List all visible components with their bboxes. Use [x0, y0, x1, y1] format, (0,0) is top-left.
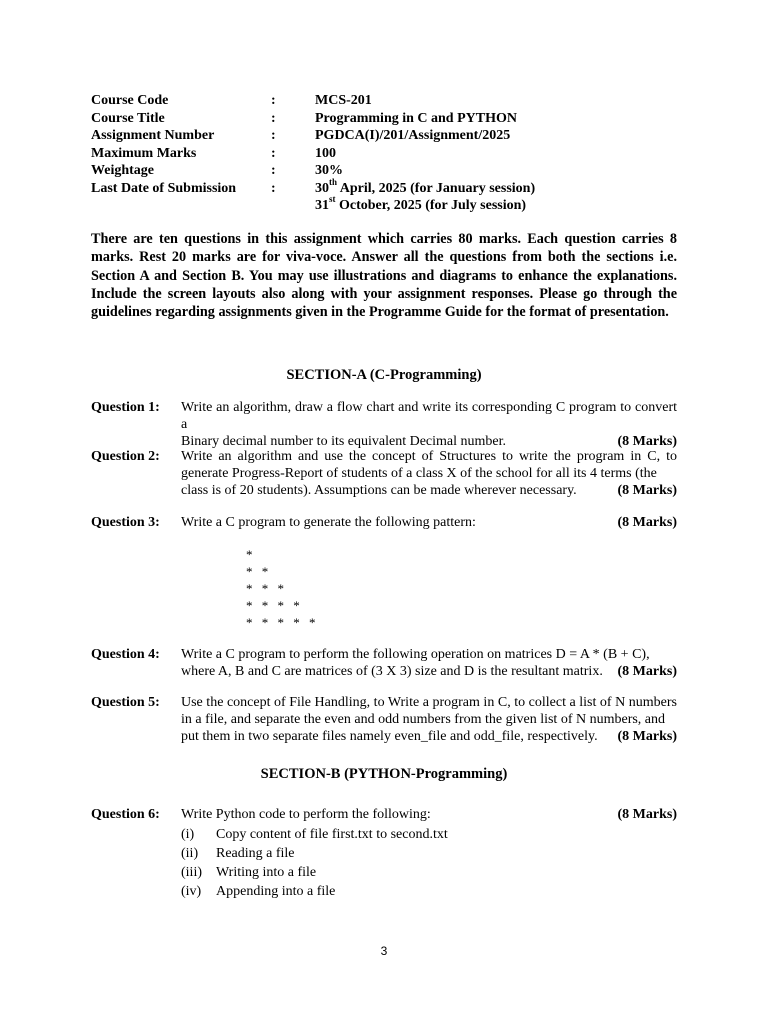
- list-item: [181, 882, 677, 901]
- question-text-end: put them in two separate files namely even_file and odd_file, respectively.: [181, 728, 598, 744]
- day: 30: [315, 180, 329, 196]
- colon: :: [271, 128, 276, 143]
- question-2: [91, 449, 677, 499]
- course-title-row: [91, 110, 691, 128]
- question-text-end: Binary decimal number to its equivalent Decimal number.: [181, 433, 507, 449]
- pattern-row: * * *: [246, 581, 287, 596]
- question-6: [91, 807, 677, 902]
- last-date-row: [91, 176, 691, 198]
- maximum-marks-value: 100: [315, 145, 336, 161]
- page-number: 3: [380, 944, 388, 958]
- last-date-row-2: [91, 194, 691, 215]
- question-5: [91, 695, 677, 745]
- colon: :: [271, 163, 276, 178]
- course-code-value: MCS-201: [315, 93, 372, 108]
- pattern-row: * * * *: [246, 598, 303, 613]
- weightage-label: Weightage: [91, 163, 154, 178]
- ordinal-suffix: th: [329, 176, 338, 187]
- colon: :: [271, 145, 276, 161]
- question-3: [91, 515, 677, 532]
- question-text: Write Python code to perform the following:: [181, 807, 431, 822]
- question-label: Question 5:: [91, 695, 160, 710]
- item-number: (iii): [181, 865, 202, 881]
- list-item: [181, 844, 677, 863]
- pattern-row: * *: [246, 564, 272, 579]
- maximum-marks-row: [91, 145, 691, 163]
- item-number: (i): [181, 826, 195, 842]
- sub-question-list: [181, 825, 677, 902]
- colon: :: [271, 93, 276, 108]
- item-text: Appending into a file: [216, 884, 336, 900]
- last-date-july: [315, 194, 691, 215]
- colon: :: [271, 110, 276, 126]
- list-item: [181, 825, 677, 844]
- pattern-row: * * * * *: [246, 615, 319, 630]
- marks-label: (8 Marks): [617, 515, 677, 530]
- question-text: Write an algorithm, draw a flow chart and write its corresponding C program to convert a: [181, 400, 677, 432]
- question-text-end: class is of 20 students). Assumptions can be made wherever necessary.: [181, 482, 577, 498]
- pattern-row: *: [246, 547, 256, 562]
- item-text: Writing into a file: [216, 865, 317, 881]
- marks-label: (8 Marks): [617, 728, 677, 744]
- item-text: Reading a file: [216, 846, 295, 861]
- date-rest: October, 2025 (for July session): [335, 198, 527, 213]
- question-text: Use the concept of File Handling, to Write a program in C, to collect a list of N numbers in a file, and separate the even and odd numbers from the given list of N numbers, and: [181, 695, 677, 727]
- course-code-label: Course Code: [91, 93, 169, 108]
- question-label: Question 2:: [91, 449, 160, 464]
- marks-label: (8 Marks): [617, 433, 677, 449]
- course-info-table: [91, 92, 691, 215]
- question-text-end: where A, B and C are matrices of (3 X 3) size and D is the resultant matrix.: [181, 663, 603, 679]
- day: 31: [315, 198, 329, 213]
- section-a-title: SECTION-A (C-Programming): [286, 367, 482, 383]
- assignment-number-value: PGDCA(I)/201/Assignment/2025: [315, 128, 511, 143]
- section-b-title: SECTION-B (PYTHON-Programming): [260, 766, 508, 782]
- marks-label: (8 Marks): [617, 482, 677, 498]
- weightage-value: 30%: [315, 163, 343, 178]
- last-date-label: Last Date of Submission: [91, 180, 237, 196]
- instructions-paragraph: There are ten questions in this assignment which carries 80 marks. Each question carries 8 marks. Rest 20 marks are for viva-voce. Answer all the questions from both the sections i.e. Section A and Section B. You may use illustrations and diagrams to enhance the explanations. Include the screen layouts also along with your assignment responses. Please go through the guidelines regarding assignments given in the Programme Guide for the format of presentation.: [91, 231, 677, 321]
- question-label: Question 1:: [91, 400, 160, 415]
- question-text: Write a C program to perform the following operation on matrices D = A * (B + C),: [181, 647, 650, 662]
- course-title-label: Course Title: [91, 110, 165, 126]
- colon: :: [271, 180, 276, 196]
- course-code-row: [91, 92, 691, 110]
- marks-label: (8 Marks): [617, 807, 677, 822]
- question-label: Question 4:: [91, 647, 160, 662]
- marks-label: (8 Marks): [617, 663, 677, 679]
- question-text: Write a C program to generate the following pattern:: [181, 515, 476, 530]
- question-label: Question 3:: [91, 515, 160, 530]
- course-title-value: Programming in C and PYTHON: [315, 110, 517, 126]
- list-item: [181, 863, 677, 882]
- weightage-row: [91, 162, 691, 180]
- question-text: Write an algorithm and use the concept of Structures to write the program in C, to generate Progress-Report of students of a class X of the school for all its 4 terms (the: [181, 449, 677, 481]
- question-1: [91, 400, 677, 450]
- star-pattern: [246, 546, 319, 631]
- question-label: Question 6:: [91, 807, 160, 822]
- item-number: (iv): [181, 884, 202, 900]
- date-rest: April, 2025 (for January session): [337, 180, 536, 196]
- item-number: (ii): [181, 846, 199, 861]
- last-date-january: [315, 176, 691, 198]
- question-4: [91, 647, 677, 681]
- maximum-marks-label: Maximum Marks: [91, 145, 197, 161]
- ordinal-suffix: st: [329, 194, 336, 205]
- item-text: Copy content of file first.txt to second.txt: [216, 826, 448, 842]
- assignment-number-label: Assignment Number: [91, 128, 215, 143]
- assignment-number-row: [91, 127, 691, 145]
